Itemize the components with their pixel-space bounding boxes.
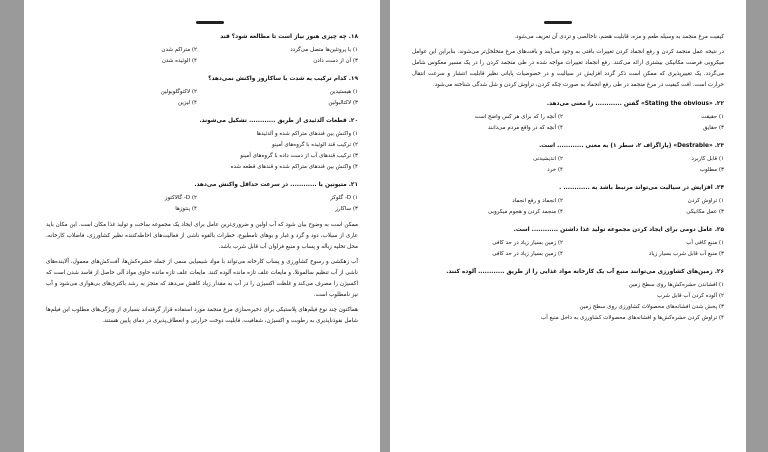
- q19-option-4: ۴) لیزین: [178, 100, 197, 106]
- question-24: ۲۴. افزایش در سیالیت می‌تواند مرتبط باشد به ............ .: [559, 185, 724, 191]
- q25-option-4: ۴) زمین بسیار زیاد در حد کافی: [492, 251, 563, 257]
- q20-option-4: ۴) واکنش بین قندهای متراکم شده و قندهای قطعه شده: [230, 164, 358, 170]
- document-page-right: [390, 0, 746, 452]
- q26-option-3: ۳) پخش شدن افشانه‌های محصولات کشاورزی روی سطح زمین: [579, 304, 724, 310]
- q19-option-2: ۲) لاکتوگلوبولین: [160, 89, 197, 95]
- document-page-left: [24, 0, 380, 452]
- q21-option-2: ۲) D- گالاکتوز: [164, 195, 197, 201]
- q20-option-1: ۱) واکنش بین قندهای متراکم شده و آلدئیدها: [256, 131, 358, 137]
- q20-option-2: ۲) ترکیب قند الوئیده با گروه‌های آمینو: [272, 142, 358, 148]
- question-21: ۲۱. متیونین با ............ در سرعت حداقل واکنش می‌دهد.: [194, 182, 358, 188]
- q26-option-2: ۲) آلوده کردن آب قابل شرب: [657, 293, 724, 299]
- question-19: ۱۹. کدام ترکیب به شدت با ساکاروز واکنش نمی‌دهد؟: [208, 76, 358, 82]
- passage-paragraph-1: ممکن است به وضوح بیان شود که آب اولین و ضروری‌ترین عامل برای ایجاد یک مجموعه ساخت و تولید غذا مکان است. این مکان باید عاری از سیلاب، دود و گرد و غبار و بوهای نامطبوع، خطرات بالقوه ناشی از فعالیت‌های احاطه‌کننده نظیر کشاورزی، فاضلاب کارخانه، محل تخلیه زباله و پساب و منبع فراوان آب قابل شرب باشد.: [46, 222, 358, 250]
- q18-option-4: ۴) الوئیده شدن: [161, 58, 197, 64]
- q23-option-4: ۴) خرد: [547, 167, 563, 173]
- page-header: [412, 16, 724, 30]
- q22-option-1: ۱) حقیقت: [701, 114, 724, 120]
- passage-paragraph-3: هماکنون چند نوع فیلم‌های پلاستیکی برای ذخیره‌سازی مرغ منجمد مورد استفاده قرار گرفته‌اند بسیاری از ویژگی‌های مطلوب این فیلم‌ها شامل نفوذناپذیری به رطوبت و اکسیژن، شفافیت، قابلیت دوخت حرارتی و انعطاف‌پذیری در دمای پایین هستند.: [46, 307, 358, 324]
- q25-option-1: ۱) منبع کافی آب: [686, 240, 724, 246]
- question-23: ۲۳. «Destrable» (پاراگراف ۲، سطر ۱) به معنی ............ است.: [539, 143, 724, 149]
- q26-option-4: ۴) تراوش کردن حشره‌کش‌ها و افشانه‌های محصولات کشاورزی به داخل منبع آب: [541, 315, 724, 321]
- passage-paragraph-1: کیفیت مرغ منجمد به وسیله طعم و مزه، قابلیت هضم، ناخالصی و تردی آن تعریف می‌شود.: [514, 34, 724, 40]
- q22-option-3: ۳) حقایق: [703, 125, 724, 131]
- q21-option-4: ۴) پنتوزها: [175, 206, 197, 212]
- q23-option-1: ۱) قابل کاربرد: [691, 156, 724, 162]
- q19-option-1: ۱) هیستیدین: [329, 89, 358, 95]
- q21-option-1: ۱) D- گلوکز: [330, 195, 358, 201]
- q23-option-2: ۲) اندیشیدنی: [533, 156, 563, 162]
- q22-option-2: ۲) آنچه را که برای هر کس واضح است: [474, 114, 563, 120]
- passage-paragraph-2: آب زهکشی و رسوخ کشاورزی و پساب کارخانه می‌تواند با مواد شیمیایی سمی از جمله حشره‌کش‌ها، آفت‌کش‌های معمول، آلاینده‌های ناشی از آب تنظیم سالمونلا، و مایعات علف تازه مانده آلوده کنند. مایعات علف تازه مانده حاوی مواد آلی حاصل از فاسد شدن است که اکسیژن را مصرف می‌کند و غلظت اکسیژن را در آب به مقدار زیاد کاهش می‌دهد که منجر به رشد باکتری‌های بی‌هوازی می‌شود و آب نیز نامطلوب است.: [46, 259, 358, 298]
- q26-option-1: ۱) افشاندن حشره‌کش‌ها روی سطح زمین: [628, 282, 724, 288]
- question-22: ۲۲. «Stating the obvious» گفتن ............ را معنی می‌دهد.: [546, 101, 724, 107]
- header-ornament: [544, 21, 572, 24]
- q18-option-3: ۳) آن از دست دادن: [313, 58, 358, 64]
- q20-option-3: ۳) ترکیب قندهای آب از دست داده با گروه‌های آمینو: [240, 153, 358, 159]
- q22-option-4: ۴) آنچه که در واقع مردم می‌دانند: [488, 125, 563, 131]
- q18-option-2: ۲) متراکم شدن: [161, 47, 197, 53]
- passage-paragraph-2: در نتیجه عمل منجمد کردن و رفع انجماد کردن تغییرات بافتی به وجود می‌آیند و بافت‌های مرغ متخلخل‌تر می‌شوند. بنابراین این عوامل میکروبی فرصت مکانیکی بیشتری ارائه می‌کنند. رفع انجماد تغییرات مواجه شده در طی منجمد کردن را در یک مسیر معکوس شامل می‌گردد. یک تغییرپذیری که ممکن است ذکر گردد افزایش در سیالیت و در خصوصیات پایانی نظیر قابلیت انتشار و سرعت انتقال حرارت است. افت کیفیت در مرغ منجمد در طی رفع انجماد به صورت چکه کردن، تراوش کردن و شل شدگی شناخته می‌شود.: [412, 49, 724, 88]
- question-20: ۲۰. قطعات آلدئیدی از طریق ............ تشکیل می‌شوند.: [199, 118, 358, 124]
- q24-option-3: ۳) عمل مکانیکی: [686, 209, 724, 215]
- q19-option-3: ۳) لاکتالبولین: [328, 100, 358, 106]
- header-ornament: [196, 21, 224, 24]
- question-26: ۲۶. زمین‌های کشاورزی می‌توانند منبع آب یک کارخانه مواد غذایی را از طریق ............ آلوده کنند.: [446, 269, 724, 275]
- q23-option-3: ۳) مطلوب: [699, 167, 724, 173]
- q25-option-2: ۲) زمین بسیار زیاد در حد کافی: [492, 240, 563, 246]
- question-18: ۱۸. چه چیزی هنوز نیاز است تا مطالعه شود؟ قند: [220, 34, 358, 40]
- q25-option-3: ۳) منبع آب قابل شرب بسیار زیاد: [648, 251, 724, 257]
- page-header: [46, 16, 358, 30]
- q24-option-1: ۱) تراوش کردن: [687, 198, 724, 204]
- q24-option-4: ۴) منجمد کردن و هجوم میکروبی: [487, 209, 563, 215]
- q18-option-1: ۱) با پروتئین‌ها متصل می‌گردد: [290, 47, 358, 53]
- q21-option-3: ۳) ساکارز: [335, 206, 358, 212]
- question-25: ۲۵. عامل دومی برای ایجاد کردن مجموعه تولید غذا داشتن ............ است.: [513, 227, 724, 233]
- q24-option-2: ۲) انجماد و رفع انجماد: [512, 198, 563, 204]
